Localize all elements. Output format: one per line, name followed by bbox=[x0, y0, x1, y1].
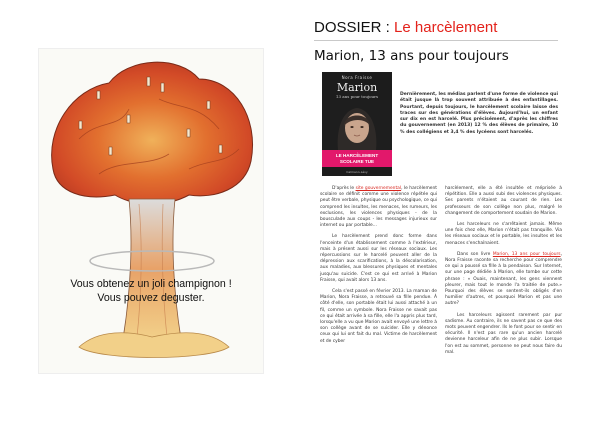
book-band bbox=[322, 150, 392, 167]
paragraph: Cela s'est passé en février 2013. La maman de Marion, Nora Fraisse, a retrouvé sa fille pendue. À côté d'elle, son portable était lui aussi attaché à un fil, comme un symbole. Nora Fraisse ne savait pas ce qui était arrivée à sa fille, elle l'a appris plus tard, lorsqu'elle a vu que Marion avait envoyé une lettre à son collège avant de se suicider. Elle y dénonce ceux qui lui ont fait du mal. Victime de harcèlement et de cyber bbox=[320, 289, 437, 344]
book-portrait-image bbox=[322, 100, 392, 150]
paragraph-text: , Nora Fraisse raconte sa recherche pour comprendre ce qui a poussé sa fille à la pendaison. Sur Internet, sur une page dédiée à Marion, elle tombe sur cette phrase : « Ouais, maintenant, les gens viennent pleurer, mais tout le monde l'a traitée de pute.» Pourquoi des élèves se sentent-ils obligés d'en humilier d'autres, et pourquoi Marion et pas une autre? bbox=[445, 251, 562, 307]
paragraph: Les harceleurs agissent rarement par pur sadisme. Au contraire, ils ne savent pas ce que des mots peuvent engendrer. Ils le font pour se sentir en sécurité. Il n'est pas rare qu'un ancien harcelé devienne harceleur afin de ne plus subir. Lorsque l'on est au sommet, personne ne peut nous faire du mal. bbox=[445, 312, 562, 355]
book-band-line-1: LE HARCÈLEMENT bbox=[335, 153, 379, 158]
caption-line-2: Vous pouvez deguster. bbox=[97, 292, 205, 304]
paragraph-text: Dans son livre bbox=[457, 251, 493, 257]
book-author: Nora Fraisse bbox=[341, 75, 373, 80]
paragraph: Le harcèlement prend donc forme dans l'enceinte d'un établissement comme à l'extérieur, mais à présent aussi sur les réseaux sociaux. Les répercussions sur le harcelé peuvent aller de la dépression aux scarifications, à la déscolarisation, aux maladies, aux blessures physiques et mentales jusqu'au suicide. C'est ce qui est arrivé à Marion Fraisse, qui avait alors 13 ans. bbox=[320, 234, 437, 283]
illustration-caption bbox=[39, 277, 263, 305]
section-header bbox=[314, 19, 497, 36]
paragraph: Les harceleurs ne s'arrêtaient jamais. Même une fois chez elle, Marion n'était pas tranquille. Via les réseaux sociaux et le portable, les insultes et les menaces s'enchaînaient. bbox=[445, 222, 562, 246]
article-title: Marion, 13 ans pour toujours bbox=[314, 48, 509, 64]
paragraph-text: D'après le bbox=[332, 186, 356, 191]
paragraph bbox=[445, 252, 562, 308]
paragraph bbox=[320, 186, 437, 229]
paragraph: harcèlement, elle a été insultée et méprisée à répétition. Elle a aussi subi des violences physiques. Ses parents n'étaient au courant de rien. Les professeurs de son collège non plus, malgré le changement de comportement soudain de Marion. bbox=[445, 186, 562, 216]
book-subtitle: 13 ans pour toujours bbox=[335, 94, 379, 99]
book-title: Marion bbox=[336, 81, 378, 94]
caption-line-1: Vous obtenez un joli champignon ! bbox=[70, 278, 232, 290]
header-divider bbox=[314, 40, 558, 41]
book-publisher: Calmann-Lévy bbox=[346, 170, 368, 174]
section-topic: Le harcèlement bbox=[394, 19, 498, 36]
site-gouvernemental-link[interactable]: site gouvernemental bbox=[355, 186, 402, 191]
book-link[interactable]: Marion, 13 ans pour toujours bbox=[492, 251, 561, 257]
book-band-line-2: SCOLAIRE TUE bbox=[339, 158, 375, 164]
paragraph-text: , le harcèlement scolaire se définit comme une violence répétée qui peut être verbale, physique ou psychologique, ce qui comprend les insultes, les menaces, les rumeurs, les exclusions, les violences physiques - de la bousculade aux coups - les messages injurieux sur internet ou par portable... bbox=[320, 186, 437, 229]
section-label: DOSSIER bbox=[314, 19, 382, 36]
article-intro: Dernièrement, les médias parlent d'une forme de violence qui était jusque là trop souvent attribuée à des enfantillages. Pourtant, depuis toujours, le harcèlement scolaire laisse des traces sur des générations d'élèves. Aujourd'hui, un enfant sur dix en est harcelé. Plus précisément, d'après les chiffres du gouvernement (en 2013) 12 % des élèves de primaire, 10 % des collégiens et 3,4 % des lycéens sont harcelés. bbox=[400, 92, 558, 135]
cloud-cap bbox=[52, 62, 253, 204]
cloud-stem bbox=[123, 199, 181, 339]
mushroom-cloud-drawing bbox=[39, 49, 264, 374]
book-cover bbox=[322, 72, 392, 176]
cloud-base bbox=[79, 333, 229, 358]
article-column-2 bbox=[445, 186, 562, 361]
section-separator: : bbox=[381, 19, 395, 36]
mushroom-cloud-illustration bbox=[38, 48, 264, 374]
article-column-1 bbox=[320, 186, 437, 350]
